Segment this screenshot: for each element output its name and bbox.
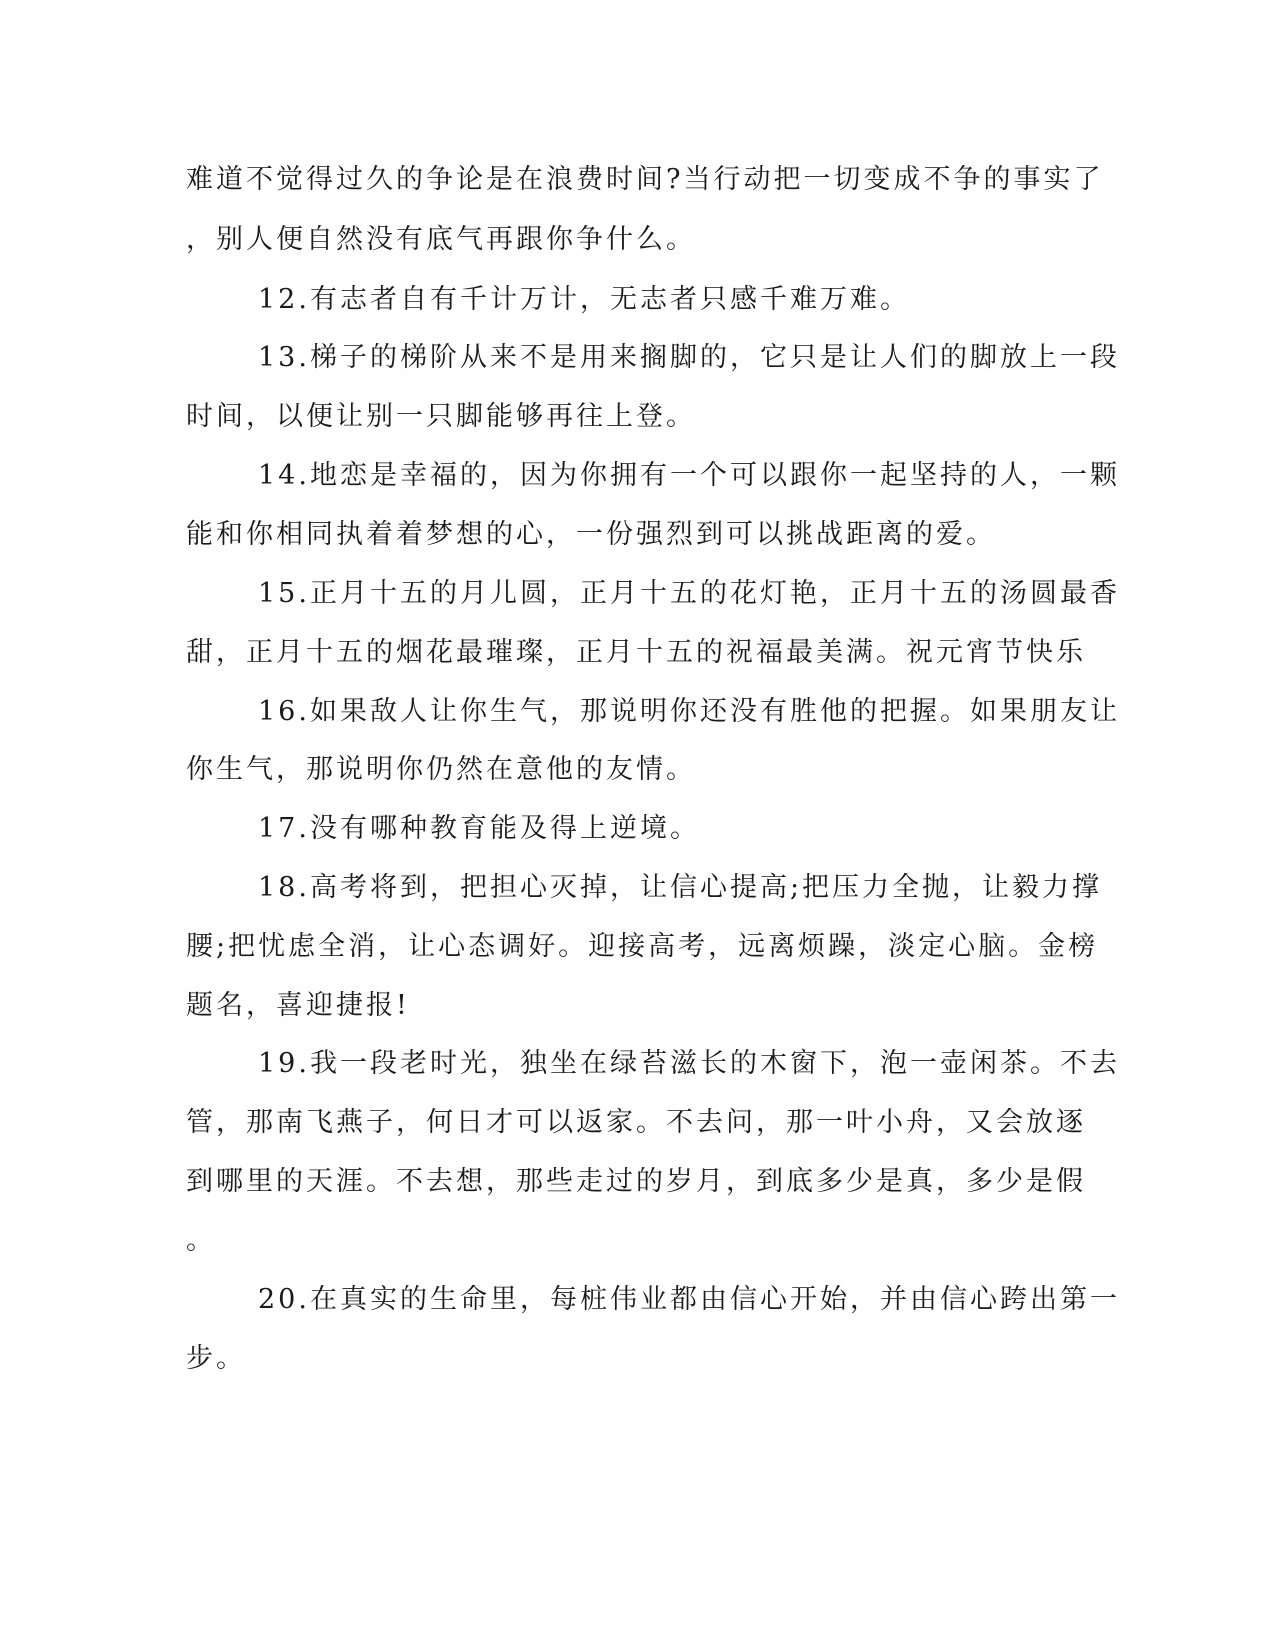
text-line: ，别人便自然没有底气再跟你争什么。 xyxy=(186,224,696,255)
text-line: 19.我一段老时光，独坐在绿苔滋长的木窗下，泡一壶闲茶。不去 xyxy=(258,1048,1120,1079)
text-line: 12.有志者自有千计万计，无志者只感千难万难。 xyxy=(258,284,910,315)
text-line: 17.没有哪种教育能及得上逆境。 xyxy=(258,813,700,844)
text-line: 。 xyxy=(186,1225,216,1256)
text-line: 14.地恋是幸福的，因为你拥有一个可以跟你一起坚持的人，一颗 xyxy=(258,460,1120,491)
text-line: 16.如果敌人让你生气，那说明你还没有胜他的把握。如果朋友让 xyxy=(258,696,1120,727)
text-line: 15.正月十五的月儿圆，正月十五的花灯艳，正月十五的汤圆最香 xyxy=(258,578,1120,609)
text-line: 步。 xyxy=(186,1343,246,1374)
text-line: 到哪里的天涯。不去想，那些走过的岁月，到底多少是真，多少是假 xyxy=(186,1166,1086,1197)
text-line: 管，那南飞燕子，何日才可以返家。不去问，那一叶小舟，又会放逐 xyxy=(186,1107,1086,1138)
text-line: 腰;把忧虑全消，让心态调好。迎接高考，远离烦躁，淡定心脑。金榜 xyxy=(186,931,1099,962)
text-line: 你生气，那说明你仍然在意他的友情。 xyxy=(186,754,696,785)
text-line: 18.高考将到，把担心灭掉，让信心提高;把压力全抛，让毅力撑 xyxy=(258,872,1103,903)
text-line: 13.梯子的梯阶从来不是用来搁脚的，它只是让人们的脚放上一段 xyxy=(258,342,1120,373)
text-line: 甜，正月十五的烟花最璀璨，正月十五的祝福最美满。祝元宵节快乐 xyxy=(186,637,1086,668)
text-line: 难道不觉得过久的争论是在浪费时间?当行动把一切变成不争的事实了 xyxy=(186,164,1104,195)
text-line: 能和你相同执着着梦想的心，一份强烈到可以挑战距离的爱。 xyxy=(186,519,996,550)
text-line: 20.在真实的生命里，每桩伟业都由信心开始，并由信心跨出第一 xyxy=(258,1284,1120,1315)
text-line: 时间，以便让别一只脚能够再往上登。 xyxy=(186,401,696,432)
text-line: 题名，喜迎捷报! xyxy=(186,990,410,1021)
